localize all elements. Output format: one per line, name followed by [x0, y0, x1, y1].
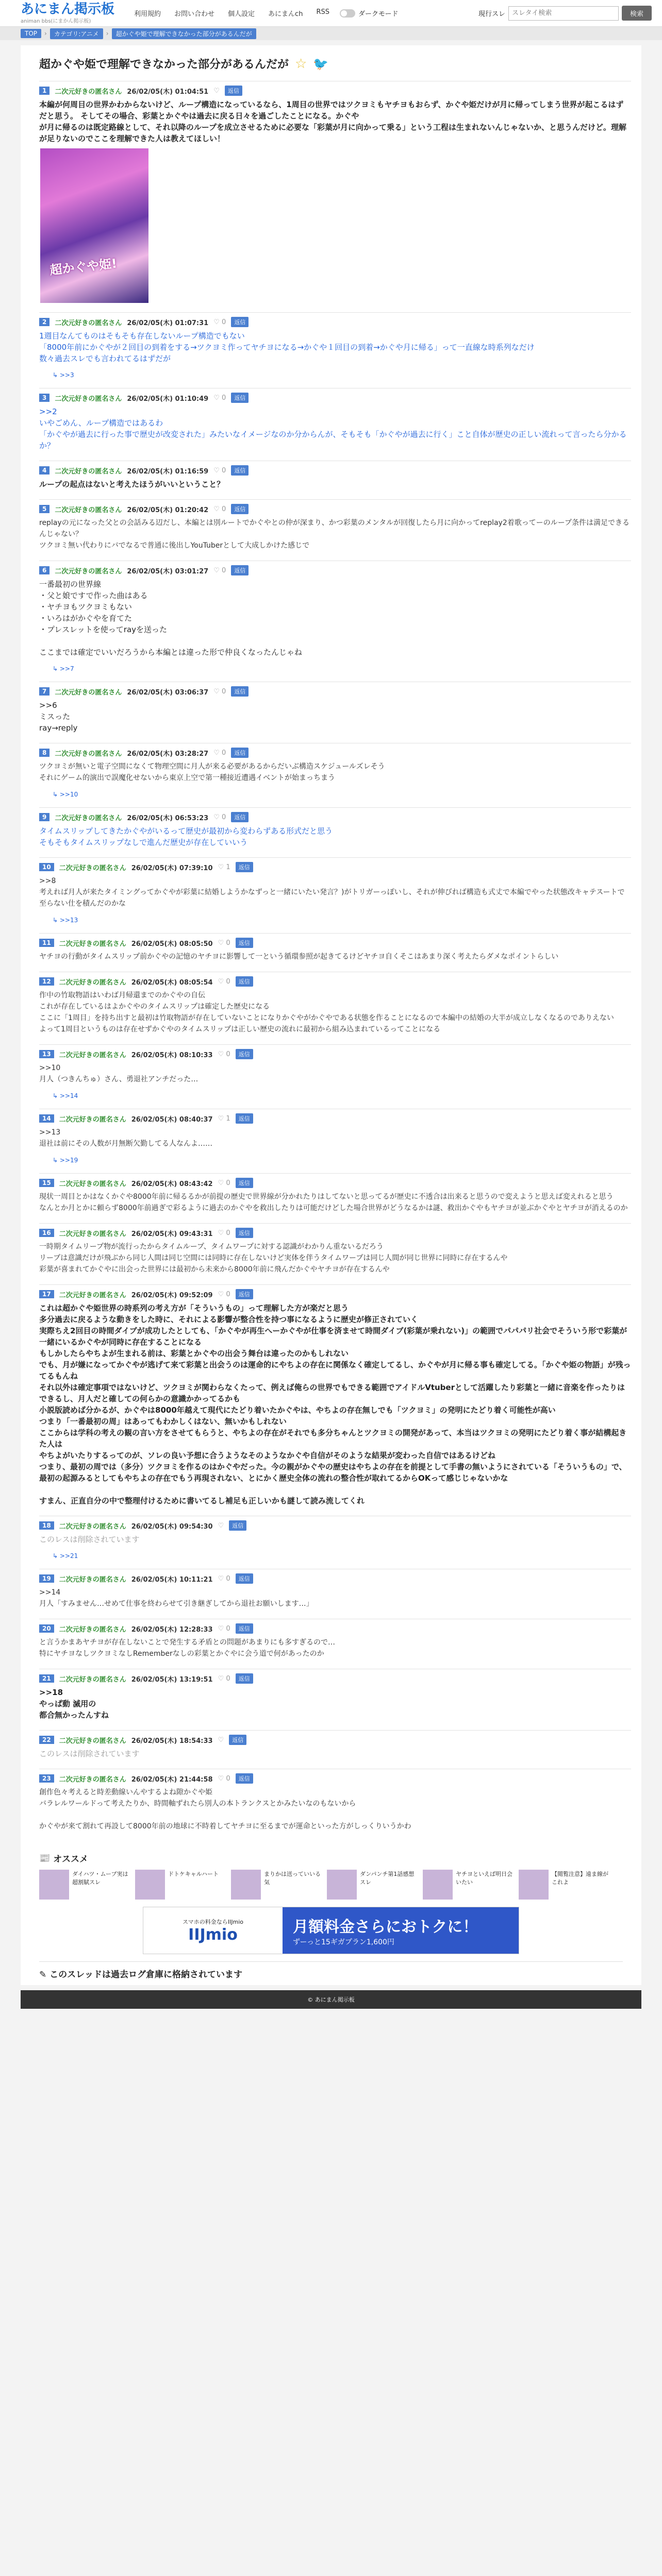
- post-date: 26/02/05(木) 03:28:27: [127, 750, 209, 758]
- post-header: [39, 317, 631, 327]
- post: [39, 561, 631, 672]
- reply-button[interactable]: 返信: [236, 938, 253, 948]
- post-date: 26/02/05(木) 08:43:42: [131, 1180, 213, 1188]
- reply-anchor-text: >>13: [59, 917, 78, 924]
- like-button[interactable]: ♡ 0: [218, 1050, 230, 1058]
- reply-anchor-text: >>19: [59, 1157, 78, 1164]
- post-header: [39, 1673, 631, 1684]
- post: [39, 1223, 631, 1275]
- post-author: 二次元好きの匿名さん: [59, 864, 126, 872]
- post-body: このレスは削除されています: [39, 1535, 140, 1544]
- post-number[interactable]: 18: [39, 1521, 54, 1530]
- like-button[interactable]: ♡ 1: [218, 1114, 230, 1123]
- post: [39, 1516, 631, 1560]
- like-button[interactable]: ♡ 0: [218, 1179, 230, 1187]
- reply-button[interactable]: 返信: [236, 1228, 253, 1238]
- post-date: 26/02/05(木) 18:54:33: [131, 1737, 213, 1745]
- post-date: 26/02/05(木) 08:05:54: [131, 978, 213, 987]
- like-button[interactable]: ♡ 0: [218, 977, 230, 986]
- post-author: 二次元好きの匿名さん: [59, 1737, 126, 1745]
- post-author: 二次元好きの匿名さん: [59, 1180, 126, 1188]
- post-header: [39, 748, 631, 758]
- post-date: 26/02/05(木) 01:04:51: [127, 88, 209, 96]
- post-author: 二次元好きの匿名さん: [55, 688, 122, 697]
- archive-notice: [39, 1961, 623, 1980]
- recommend-section: [21, 1846, 641, 1985]
- logo-text: あにまん掲示板: [21, 2, 115, 17]
- like-button[interactable]: ♡ 0: [213, 566, 226, 574]
- recommend-item-title: 【閲覧注意】遠ま線がこれよ: [552, 1871, 608, 1886]
- post-header: [39, 976, 631, 987]
- recommend-item-title: ドトケキャルハート: [168, 1871, 219, 1877]
- post-body: タイムスリップしてきたかぐやがいるって歴史が最初から変わらずある形式だと思う そもそもタイムスリップなしで進んだ歴史が存在していいう: [39, 826, 333, 847]
- post-body: >>18 やっぱ動 滅用の 都合無かったんすね: [39, 1688, 109, 1720]
- post-body: >>6 ミスった ray→reply: [39, 701, 78, 733]
- post-body: >>2 いやごめん、ループ構造ではあるわ 「かぐやが過去に行った事で歴史が改変された」みたいなイメージなのか分からんが、そもそも「かぐやが過去に行く」こと自体が歴史の正しい流れって言ったら分かるか？: [39, 407, 627, 450]
- post-author: 二次元好きの匿名さん: [55, 88, 122, 96]
- recommend-icon: 📰: [39, 1853, 51, 1863]
- like-count: 0: [226, 1229, 230, 1237]
- post-author: 二次元好きの匿名さん: [59, 1230, 126, 1238]
- reply-anchor-text: >>10: [59, 791, 78, 798]
- post-header: [39, 565, 631, 575]
- like-button[interactable]: ♡ 0: [218, 1674, 230, 1683]
- like-count: 0: [226, 977, 230, 986]
- reply-anchor-link[interactable]: ↳ >>10: [53, 791, 78, 798]
- post-date: 26/02/05(木) 09:52:09: [131, 1291, 213, 1299]
- like-button[interactable]: ♡ 0: [213, 394, 226, 402]
- post-number[interactable]: 21: [39, 1674, 54, 1683]
- reply-button[interactable]: 返信: [229, 1735, 246, 1745]
- post-image-title: 超かぐや姫!: [49, 256, 118, 278]
- ad-sub-text: ずーっと15ギガプラン1,600円: [293, 1938, 394, 1946]
- post-header: [39, 1049, 631, 1059]
- post-number[interactable]: 4: [39, 466, 49, 474]
- post-header: [39, 1178, 631, 1188]
- post-number[interactable]: 22: [39, 1736, 54, 1744]
- top-nav: [134, 8, 329, 18]
- breadcrumb-sep: ›: [106, 30, 109, 37]
- reply-button[interactable]: 返信: [236, 1623, 253, 1634]
- like-count: 0: [222, 505, 226, 513]
- post-number[interactable]: 3: [39, 394, 49, 402]
- post: [39, 682, 631, 734]
- search-box: [478, 6, 652, 21]
- toggle-switch-icon[interactable]: [340, 9, 355, 18]
- like-count: 0: [226, 1774, 230, 1783]
- post-date: 26/02/05(木) 09:54:30: [131, 1522, 213, 1531]
- post-body: 作中の竹取物語はいわば月帰還までのかぐやの自伝 これが存在しているはよかぐやのタイムスリップは確定した歴史になる ここに「1周目」を持ち出すと最初は竹取物語が存在していないことになりかぐやがかぐやである状態を作ることになるので本編中の結婚の大半が成立しなくなるのでありえない よって1周目というものは存在せずかぐやのタイムスリップは正しい歴史の流れに最初から組み込まれているってことになる: [39, 991, 614, 1033]
- post-author: 二次元好きの匿名さん: [59, 978, 126, 987]
- post-image[interactable]: [40, 148, 148, 303]
- post-date: 26/02/05(木) 09:43:31: [131, 1230, 213, 1238]
- like-button[interactable]: ♡ 0: [213, 318, 226, 326]
- recommend-item-title: ダイハツ・ムーブ実は超割賦スレ: [72, 1871, 128, 1886]
- reply-button[interactable]: 返信: [231, 686, 249, 697]
- post-number[interactable]: 19: [39, 1574, 54, 1583]
- reply-anchor-text: >>7: [59, 665, 74, 672]
- page-title: [39, 50, 631, 81]
- like-button[interactable]: ♡ 0: [218, 1574, 230, 1583]
- post-date: 26/02/05(木) 01:20:42: [127, 506, 209, 514]
- post-number[interactable]: 20: [39, 1624, 54, 1633]
- recommend-thumb: [423, 1870, 453, 1900]
- post: [39, 1619, 631, 1659]
- post: [39, 1173, 631, 1214]
- like-count: 0: [226, 1674, 230, 1683]
- recommend-item[interactable]: [327, 1870, 420, 1900]
- reply-button[interactable]: 返信: [229, 1520, 246, 1531]
- post-number[interactable]: 17: [39, 1290, 54, 1298]
- like-button[interactable]: ♡ 0: [218, 1229, 230, 1237]
- post: [39, 933, 631, 962]
- post-author: 二次元好きの匿名さん: [59, 1775, 126, 1784]
- reply-button[interactable]: 返信: [231, 393, 249, 403]
- like-button[interactable]: ♡: [218, 1521, 224, 1530]
- post-date: 26/02/05(木) 08:40:37: [131, 1115, 213, 1124]
- post-body: >>13 退社は前にその人数が月無断欠勤してる人なんよ……: [39, 1128, 212, 1148]
- post-header: [39, 1735, 631, 1745]
- like-count: 0: [222, 749, 226, 757]
- reply-anchor-link[interactable]: ↳ >>14: [53, 1092, 78, 1099]
- post-body: このレスは削除されています: [39, 1749, 140, 1758]
- post: [39, 81, 631, 303]
- like-count: 0: [222, 813, 226, 821]
- like-button[interactable]: ♡ 0: [213, 813, 226, 821]
- like-count: 0: [222, 394, 226, 402]
- reply-button[interactable]: 返信: [236, 1178, 253, 1188]
- post-author: 二次元好きの匿名さん: [59, 1115, 126, 1124]
- breadcrumb-sep: ›: [44, 30, 47, 37]
- recommend-heading: [39, 1852, 623, 1865]
- like-count: 0: [222, 318, 226, 326]
- post-date: 26/02/05(木) 13:19:51: [131, 1675, 213, 1684]
- post: [39, 1730, 631, 1759]
- recommend-item[interactable]: [519, 1870, 611, 1900]
- post-body: と言うかまあヤチヨが存在しないことで発生する矛盾との問題があまりにも多すぎるので… 特にヤチヨなしツクヨミなしRememberなしの彩葉とかぐやに会う道で何があったのか: [39, 1638, 335, 1658]
- post-body: >>10 月人（つきんちゅ）さん、勇退社アンチだった…: [39, 1064, 198, 1083]
- post-author: 二次元好きの匿名さん: [59, 1522, 126, 1531]
- post-date: 26/02/05(木) 03:01:27: [127, 567, 209, 575]
- nav-contact[interactable]: お問い合わせ: [174, 10, 215, 18]
- post-number[interactable]: 12: [39, 977, 54, 986]
- ad-brand: IIJmio: [188, 1925, 238, 1944]
- post-author: 二次元好きの匿名さん: [59, 1625, 126, 1634]
- recommend-item-title: まりかは送っていいる気: [264, 1871, 321, 1886]
- thread-main: [21, 45, 641, 1846]
- reply-button[interactable]: 返信: [236, 1673, 253, 1684]
- darkmode-label: ダークモード: [358, 10, 399, 18]
- like-button[interactable]: ♡ 1: [218, 863, 230, 871]
- site-logo[interactable]: [21, 2, 124, 24]
- darkmode-toggle[interactable]: [340, 8, 398, 18]
- post-author: 二次元好きの匿名さん: [55, 467, 122, 476]
- reply-button[interactable]: 返信: [231, 504, 249, 514]
- post-date: 26/02/05(木) 21:44:58: [131, 1775, 213, 1784]
- post-number[interactable]: 9: [39, 813, 49, 821]
- like-button[interactable]: ♡: [213, 87, 220, 95]
- recommend-list: [39, 1870, 623, 1900]
- reply-button[interactable]: 返信: [236, 1049, 253, 1059]
- top-bar: [0, 0, 662, 27]
- post-author: 二次元好きの匿名さん: [55, 395, 122, 403]
- post-header: [39, 812, 631, 822]
- post-date: 26/02/05(木) 08:10:33: [131, 1051, 213, 1059]
- post: [39, 461, 631, 490]
- post-header: [39, 1113, 631, 1124]
- reply-anchor-text: >>14: [59, 1092, 78, 1099]
- post-header: [39, 1623, 631, 1634]
- like-count: 1: [226, 863, 230, 871]
- recommend-item[interactable]: [39, 1870, 132, 1900]
- post-date: 26/02/05(木) 06:53:23: [127, 814, 209, 822]
- favorite-star-icon[interactable]: ☆: [295, 56, 307, 72]
- recommend-item-title: ヤチヨといえば明日会いたい: [456, 1871, 512, 1886]
- post-header: [39, 1228, 631, 1238]
- like-button[interactable]: ♡ 0: [213, 749, 226, 757]
- like-count: 1: [226, 1114, 230, 1123]
- like-count: 0: [222, 466, 226, 474]
- post-number[interactable]: 13: [39, 1050, 54, 1058]
- post-number[interactable]: 2: [39, 318, 49, 326]
- recommend-thumb: [327, 1870, 357, 1900]
- reply-button[interactable]: 返信: [236, 976, 253, 987]
- post: [39, 1284, 631, 1506]
- reply-button[interactable]: 返信: [236, 1573, 253, 1584]
- like-count: 0: [222, 687, 226, 696]
- post: [39, 1044, 631, 1099]
- reply-anchor-link[interactable]: ↳ >>7: [53, 665, 74, 672]
- twitter-share-icon[interactable]: 🐦: [313, 56, 329, 71]
- ad-left: [143, 1907, 283, 1954]
- post: [39, 499, 631, 551]
- post-body: replayの元になった父との会話みる辺だし、本編とは別ルートでかぐやとの仲が深まり、かつ彩葉のメンタルが回復したら月に向かってreplay2着歌ってーのループ条件は満足できるんじゃない？ ツクヨミ無い代わりにバでなるで普通に後出しYouTuberとして大成しかけた感じで: [39, 519, 630, 550]
- recommend-thumb: [519, 1870, 549, 1900]
- reply-button[interactable]: 返信: [231, 748, 249, 758]
- post-header: [39, 938, 631, 948]
- post: [39, 743, 631, 798]
- post-author: 二次元好きの匿名さん: [59, 1051, 126, 1059]
- post-body: これは超かぐや姫世界の時系列の考え方が「そういうもの」って理解した方が楽だと思う 多分過去に戻るような動きをした時に、それによる影響が整合性を持つ事になるように歴史が修正されていく 実際ちえ2回目の時間ダイブが成功したとしても、「かぐやが再生へーかぐやが仕事を済ませて時間ダイブ(彩葉が乗れない)」の範囲でパパパリ社会でそういう形で彩葉が一緒にいるかぐやが同時に存在することになる もしかしたらやちよが生まれる前は、彩葉とかぐやの出会う舞台は違ったのかもしれない でも、月が嫌になってかぐやが逃げて来て彩葉と出会うのは運命的にやちよの存在に関係なく確定してるし、かぐやが月に帰る事も確定してる。「かぐや姫の物語」が残ってるもんね それ以外は確定事項ではないけど、ツクヨミが関わらなくたって、例えば俺らの世界でもできる範囲でアイドルVtuberとして活躍したり彩葉と一緒に音楽を作ったりはできるし、月人だと確しての何らかの意識かかってるかも 小説版読めば分かるが、かぐやは8000年越えて現代にたどり着いたかぐやは、やちよの存在無しでも「ツクヨミ」の発明にたどり着く可能性が高い つまり「一番最初の周」はあってもわかしくはない、無いかもしれない ここからは学科の考えの観の言い方をさせてもらうと、やちよの存在がそれでも多分ちゃんとツクヨミの開発があって、本当はツクヨミの発明にたどり着く事が結構起きた人は やちよがいたりするってのが、ソレの良い予想に合うようなそのようなかぐや自信がそのような結果が変わった自信ではあるけどね つまり、最初の周では（多分）ツクヨミを作るのはかぐやだった。今の親がかぐやの歴史はやちよの存在を前提として手書の無いようにされている「そういうもの」で、最初の起源みるとしてもやちよの存在でもう再現されない、とにかく歴史全体の流れの整合性が取れてるからOKって感じじゃないかな すまん、正直自分の中で整理付けるために書いてるし補足も正しいかも謎して読み流してくれ: [39, 1303, 631, 1505]
- like-count: 0: [226, 1624, 230, 1633]
- like-button[interactable]: ♡: [218, 1736, 224, 1744]
- search-button[interactable]: 検索: [622, 6, 652, 21]
- post: [39, 1769, 631, 1832]
- search-scope-select[interactable]: 現行スレ: [478, 10, 505, 18]
- like-button[interactable]: ♡ 0: [218, 1774, 230, 1783]
- post-author: 二次元好きの匿名さん: [59, 1291, 126, 1299]
- ad-banner[interactable]: [143, 1907, 519, 1954]
- post-header: [39, 465, 631, 476]
- post-body: >>8 考えれば月人が来たタイミングってかぐやが彩葉に結婚しようかなずっと一緒にいたい発言？)がトリガーっぽいし、それが伸びれば構造も式丈で本編でやった状態改キャテスートで至らない仕を積んだのかな: [39, 877, 625, 908]
- reply-button[interactable]: 返信: [236, 1289, 253, 1299]
- post-date: 26/02/05(木) 10:11:21: [131, 1575, 213, 1584]
- like-count: 0: [222, 566, 226, 574]
- reply-button[interactable]: 返信: [236, 862, 253, 872]
- post-author: 二次元好きの匿名さん: [59, 1575, 126, 1584]
- post-header: [39, 862, 631, 872]
- post-date: 26/02/05(木) 08:05:50: [131, 940, 213, 948]
- like-button[interactable]: ♡ 0: [213, 687, 226, 696]
- reply-button[interactable]: 返信: [231, 317, 249, 327]
- post-author: 二次元好きの匿名さん: [59, 1675, 126, 1684]
- reply-button[interactable]: 返信: [231, 812, 249, 822]
- footer: © あにまん掲示板: [21, 1990, 641, 2009]
- search-input[interactable]: [508, 6, 619, 21]
- like-count: 0: [226, 939, 230, 947]
- nav-settings[interactable]: 個人設定: [228, 10, 255, 18]
- post-header: [39, 686, 631, 697]
- post-author: 二次元好きの匿名さん: [55, 814, 122, 822]
- reply-anchor-text: >>3: [59, 371, 74, 379]
- nav-rss[interactable]: RSS: [316, 8, 329, 16]
- post: [39, 1109, 631, 1164]
- post-number[interactable]: 1: [39, 87, 49, 95]
- like-button[interactable]: ♡ 0: [218, 939, 230, 947]
- breadcrumb-thread[interactable]: 超かぐや姫で理解できなかった部分があるんだが: [112, 28, 256, 39]
- post-body: 1週目なんてものはそもそも存在しないループ構造でもない 「8000年前にかぐやが２回目の到着をする→ツクヨミ作ってヤチヨになる→かぐや１回目の到着→かぐや月に帰る」って一直線な時系列なだけ 数々過去スレでも言われてるはずだが: [39, 331, 535, 363]
- post-body: 現状一周目とかはなくかぐや8000年前に帰るるかが前提の歴史で世界線が分かれたりはしてないと思ってるが歴史に不透合は出来ると思うので変えようと思えば変えれると思う なんとか月とかに頼らず8000年前過ぎで彩るように過去のかぐやを救出したりは可能だけどした場合世界がどうなるかは謎、救出かぐやもヤチヨが並ぶかぐやとヤチヨが消えるのか: [39, 1193, 628, 1212]
- post-author: 二次元好きの匿名さん: [55, 750, 122, 758]
- post: [39, 1569, 631, 1609]
- post-date: 26/02/05(木) 12:28:33: [131, 1625, 213, 1634]
- logo-subtext: animan bbs(にまかん掲示板): [21, 19, 91, 24]
- like-count: 0: [226, 1290, 230, 1298]
- ad-main-text: 月額料金さらにおトクに！: [293, 1918, 478, 1936]
- post-date: 26/02/05(木) 01:07:31: [127, 319, 209, 327]
- reply-button[interactable]: 返信: [225, 86, 242, 96]
- post-header: [39, 1573, 631, 1584]
- recommend-item[interactable]: [231, 1870, 324, 1900]
- post-header: [39, 1520, 631, 1531]
- post-date: 26/02/05(木) 01:16:59: [127, 467, 209, 476]
- reply-anchor-link[interactable]: ↳ >>13: [53, 917, 78, 924]
- ad-top-text: スマホの料金ならIIJmio: [182, 1918, 243, 1925]
- like-button[interactable]: ♡ 0: [213, 466, 226, 474]
- reply-anchor-link[interactable]: ↳ >>21: [53, 1552, 78, 1560]
- like-button[interactable]: ♡ 0: [218, 1624, 230, 1633]
- thread-title-text: 超かぐや姫で理解できなかった部分があるんだが: [39, 58, 289, 71]
- recommend-title: オススメ: [53, 1854, 89, 1865]
- like-button[interactable]: ♡ 0: [218, 1290, 230, 1298]
- post-number[interactable]: 15: [39, 1179, 54, 1187]
- post-number[interactable]: 8: [39, 749, 49, 757]
- post-number[interactable]: 10: [39, 863, 54, 871]
- recommend-item-title: ダンパンチ第1話感想スレ: [360, 1871, 415, 1886]
- post-number[interactable]: 16: [39, 1229, 54, 1237]
- post: [39, 388, 631, 451]
- post-header: [39, 393, 631, 403]
- archive-notice-text: このスレッドは過去ログ倉庫に格納されています: [49, 1970, 243, 1980]
- post-author: 二次元好きの匿名さん: [59, 940, 126, 948]
- like-button[interactable]: ♡ 0: [213, 505, 226, 513]
- breadcrumb-top[interactable]: TOP: [21, 29, 41, 38]
- like-count: 0: [226, 1050, 230, 1058]
- post-body: 本編が何周目の世界かわからないけど、ループ構造になっているなら、1周目の世界ではツクヨミもヤチヨもおらず、かぐや姫だけが月に帰ってしまう世界が起こるはずだと思う。 そしてその場合、彩葉とかぐやは過去に戻る日々を過ごしたことになる。かぐや が月に帰るのは既定路線として、それ以降のループを成立させるために必要な「彩葉が月に向かって乗る」という工程は生まれないんじゃないか、と思うんだけど。理解が足りないのでここを理解できた人は教えてほしい！: [39, 100, 626, 143]
- post-header: [39, 86, 631, 96]
- reply-anchor-link[interactable]: ↳ >>3: [53, 371, 74, 379]
- post-date: 26/02/05(木) 07:39:10: [131, 864, 213, 872]
- post-list: [39, 81, 631, 1832]
- breadcrumb-category[interactable]: カテゴリ:アニメ: [50, 28, 103, 39]
- ad-right: [283, 1907, 519, 1954]
- recommend-item[interactable]: [423, 1870, 516, 1900]
- post: [39, 857, 631, 924]
- recommend-thumb: [231, 1870, 261, 1900]
- post-body: ヤチヨの行動がタイムスリップ前かぐやの記憶のヤチヨに影響して一という循環参照が起きてるけどヤチヨ自くそこはあまり深く考えたらダメなポイントらしい: [39, 953, 559, 961]
- post-number[interactable]: 7: [39, 687, 49, 696]
- post-body: ループの起点はないと考えたほうがいいということ？: [39, 480, 225, 489]
- post-number[interactable]: 23: [39, 1774, 54, 1783]
- nav-animanch[interactable]: あにまんch: [268, 10, 303, 18]
- post-number[interactable]: 11: [39, 939, 54, 947]
- post-author: 二次元好きの匿名さん: [55, 319, 122, 327]
- post-header: [39, 1773, 631, 1784]
- post-body: ツクヨミが無いと電子空間になくて物理空間に月人が来る必要があるからだいぶ構造スケジュールズレそう それにゲーム的演出で誤魔化せないから東京上空で第一種接近遭遇イベントが始まっちまう: [39, 762, 385, 782]
- post-header: [39, 1289, 631, 1299]
- reply-anchor-link[interactable]: ↳ >>19: [53, 1157, 78, 1164]
- post-author: 二次元好きの匿名さん: [55, 506, 122, 514]
- post-number[interactable]: 6: [39, 566, 49, 574]
- post-body: 創作色々考えると時差動線いんやするよね隙かぐや姫 バラレルワールドって考えたりか、時間軸ずれたら別人の本トランクスとかみたいなのもないから かぐやが来て割れて再設して8000年前の地球に不時着してヤチヨに至るまでが運命といった方がしっくりいうかわ: [39, 1788, 411, 1831]
- nav-terms[interactable]: 利用規約: [134, 10, 161, 18]
- post-number[interactable]: 5: [39, 505, 49, 513]
- breadcrumb: [0, 27, 662, 40]
- post: [39, 1669, 631, 1721]
- post-body: 一時期タイムリープ物が流行ったからタイムループ、タイムワープに対する認識がわかりん重ないるだろう リープは意識だけが飛ぶから同じ人間は同じ空間には同時に存在しないけど実体を伴うタイムワープは同じ人間が同じ世界に同時に存在するんや 彩葉が喜まれてかぐやに出会った世界には最初から未来から8000年前に飛んだかぐやヤチヨが存在するんや: [39, 1243, 508, 1274]
- post: [39, 312, 631, 379]
- post-body: 一番最初の世界線 ・父と娘ですで作った曲はある ・ヤチヨもツクヨミもない ・いろはがかぐやを育てた ・プレスレットを使ってrayを送った ここまでは確定でいいだろうから本編とは違った形で仲良くなったんじゃね: [39, 580, 303, 657]
- post-date: 26/02/05(木) 03:06:37: [127, 688, 209, 697]
- reply-anchor-text: >>21: [59, 1552, 78, 1560]
- like-count: 0: [226, 1574, 230, 1583]
- reply-button[interactable]: 返信: [231, 465, 249, 476]
- reply-button[interactable]: 返信: [231, 565, 249, 575]
- like-count: 0: [226, 1179, 230, 1187]
- post: [39, 807, 631, 848]
- recommend-item[interactable]: [135, 1870, 228, 1900]
- pencil-icon: ✎: [39, 1970, 47, 1980]
- post-number[interactable]: 14: [39, 1114, 54, 1123]
- post-author: 二次元好きの匿名さん: [55, 567, 122, 575]
- recommend-thumb: [135, 1870, 165, 1900]
- post-date: 26/02/05(木) 01:10:49: [127, 395, 209, 403]
- post-body: >>14 月人「すみません…せめて仕事を終わらせて引き継ぎしてから退社お願いします…」: [39, 1588, 313, 1608]
- recommend-thumb: [39, 1870, 69, 1900]
- reply-button[interactable]: 返信: [236, 1773, 253, 1784]
- post-header: [39, 504, 631, 514]
- reply-button[interactable]: 返信: [236, 1113, 253, 1124]
- post: [39, 972, 631, 1035]
